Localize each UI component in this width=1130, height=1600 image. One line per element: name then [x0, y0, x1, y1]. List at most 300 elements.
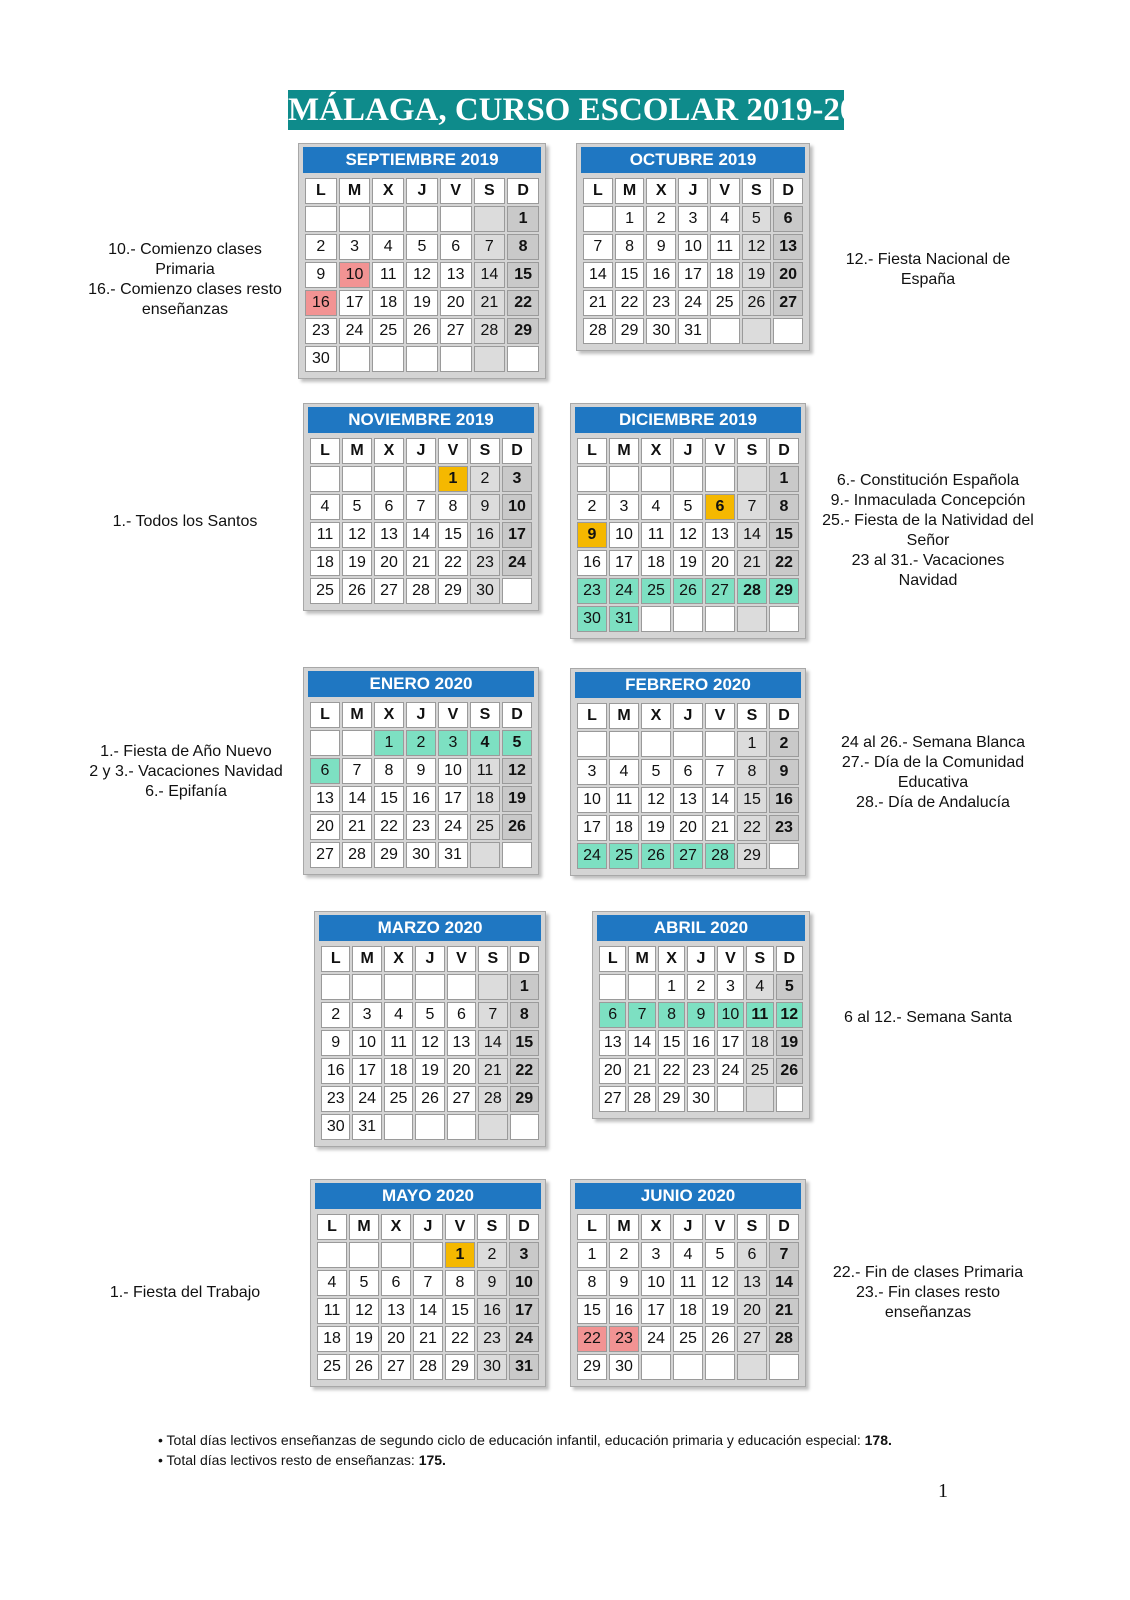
day-cell: 18	[372, 290, 404, 316]
month-title: ABRIL 2020	[597, 915, 805, 941]
day-cell: 7	[342, 758, 372, 784]
day-cell: 27	[440, 318, 472, 344]
day-cell: 8	[769, 494, 799, 520]
calendar-octubre	[576, 143, 810, 351]
day-cell: 7	[406, 494, 436, 520]
empty-cell	[742, 318, 772, 344]
day-cell: 2	[406, 730, 436, 756]
day-cell: 10	[609, 522, 639, 548]
note-line: enseñanzas	[884, 1304, 972, 1321]
weekday-header: L	[305, 178, 337, 204]
day-cell: 14	[406, 522, 436, 548]
day-cell: 8	[577, 1270, 607, 1296]
day-cell: 25	[746, 1058, 773, 1084]
day-cell: 1	[737, 731, 767, 757]
day-cell: 17	[641, 1298, 671, 1324]
note-septiembre	[80, 240, 290, 320]
empty-cell	[447, 1114, 476, 1140]
day-cell: 26	[349, 1354, 379, 1380]
day-cell: 1	[577, 1242, 607, 1268]
weekday-header: M	[342, 438, 372, 464]
day-cell: 13	[599, 1030, 626, 1056]
empty-cell	[641, 1354, 671, 1380]
day-cell: 2	[305, 234, 337, 260]
month-title: OCTUBRE 2019	[581, 147, 805, 173]
day-cell: 5	[673, 494, 703, 520]
weekday-header: S	[737, 438, 767, 464]
empty-cell	[737, 466, 767, 492]
empty-cell	[478, 974, 507, 1000]
day-cell: 29	[445, 1354, 475, 1380]
empty-cell	[413, 1242, 443, 1268]
empty-cell	[342, 730, 372, 756]
day-cell: 20	[737, 1298, 767, 1324]
day-cell: 11	[470, 758, 500, 784]
weekday-header: J	[406, 702, 436, 728]
note-junio	[815, 1263, 1041, 1323]
month-title: MAYO 2020	[315, 1183, 541, 1209]
day-cell: 22	[507, 290, 539, 316]
day-cell: 15	[658, 1030, 685, 1056]
weekday-header: S	[470, 438, 500, 464]
day-cell: 22	[438, 550, 468, 576]
day-cell: 10	[678, 234, 708, 260]
weekday-header: S	[742, 178, 772, 204]
month-title: ENERO 2020	[308, 671, 534, 697]
day-cell: 24	[678, 290, 708, 316]
day-cell: 22	[577, 1326, 607, 1352]
day-cell: 1	[615, 206, 645, 232]
day-cell: 14	[705, 787, 735, 813]
day-cell: 22	[374, 814, 404, 840]
day-cell: 24	[509, 1326, 539, 1352]
day-cell: 19	[502, 786, 532, 812]
day-cell: 5	[641, 759, 671, 785]
day-cell: 2	[687, 974, 714, 1000]
day-cell: 11	[310, 522, 340, 548]
day-cell: 13	[737, 1270, 767, 1296]
day-cell: 31	[609, 606, 639, 632]
day-cell: 27	[447, 1086, 476, 1112]
day-cell: 3	[352, 1002, 381, 1028]
day-cell: 30	[321, 1114, 350, 1140]
weekday-header: V	[438, 702, 468, 728]
empty-cell	[406, 466, 436, 492]
day-cell: 15	[769, 522, 799, 548]
day-cell: 25	[384, 1086, 413, 1112]
day-cell: 24	[502, 550, 532, 576]
day-cell: 23	[609, 1326, 639, 1352]
day-cell: 1	[658, 974, 685, 1000]
day-cell: 18	[710, 262, 740, 288]
note-line: 9.- Inmaculada Concepción	[830, 492, 1026, 509]
day-cell: 11	[384, 1030, 413, 1056]
note-line: 1.- Todos los Santos	[112, 513, 258, 530]
day-cell: 11	[673, 1270, 703, 1296]
note-line: 2 y 3.- Vacaciones Navidad	[89, 763, 283, 780]
month-title: DICIEMBRE 2019	[575, 407, 801, 433]
day-cell: 10	[509, 1270, 539, 1296]
weekday-header: J	[678, 178, 708, 204]
day-cell: 9	[687, 1002, 714, 1028]
day-cell: 17	[577, 815, 607, 841]
day-cell: 27	[374, 578, 404, 604]
weekday-header: M	[342, 702, 372, 728]
day-cell: 4	[641, 494, 671, 520]
day-cell: 1	[507, 206, 539, 232]
calendar-noviembre	[303, 403, 539, 611]
weekday-header: L	[310, 702, 340, 728]
weekday-header: M	[609, 703, 639, 729]
weekday-header: X	[641, 1214, 671, 1240]
day-cell: 28	[705, 843, 735, 869]
weekday-header: L	[577, 703, 607, 729]
empty-cell	[737, 1354, 767, 1380]
day-cell: 21	[583, 290, 613, 316]
day-cell: 3	[438, 730, 468, 756]
empty-cell	[717, 1086, 744, 1112]
weekday-header: L	[577, 1214, 607, 1240]
weekday-header: S	[474, 178, 506, 204]
empty-cell	[339, 346, 371, 372]
day-cell: 22	[737, 815, 767, 841]
month-title: SEPTIEMBRE 2019	[303, 147, 541, 173]
day-cell: 16	[609, 1298, 639, 1324]
day-cell: 18	[310, 550, 340, 576]
day-cell: 13	[310, 786, 340, 812]
weekday-header: J	[415, 946, 444, 972]
empty-cell	[609, 466, 639, 492]
day-cell: 29	[769, 578, 799, 604]
empty-cell	[673, 1354, 703, 1380]
empty-cell	[673, 466, 703, 492]
day-cell: 13	[705, 522, 735, 548]
day-cell: 6	[705, 494, 735, 520]
day-cell: 27	[310, 842, 340, 868]
day-cell: 7	[478, 1002, 507, 1028]
day-cell: 16	[646, 262, 676, 288]
day-cell: 19	[406, 290, 438, 316]
day-cell: 28	[474, 318, 506, 344]
empty-cell	[510, 1114, 539, 1140]
day-cell: 9	[305, 262, 337, 288]
day-cell: 1	[769, 466, 799, 492]
day-cell: 13	[447, 1030, 476, 1056]
day-cell: 6	[673, 759, 703, 785]
note-line: 23.- Fin clases resto	[855, 1284, 1001, 1301]
day-cell: 2	[470, 466, 500, 492]
day-cell: 7	[705, 759, 735, 785]
day-cell: 24	[339, 318, 371, 344]
day-cell: 28	[737, 578, 767, 604]
day-cell: 4	[673, 1242, 703, 1268]
empty-cell	[577, 466, 607, 492]
day-cell: 28	[769, 1326, 799, 1352]
day-cell: 28	[583, 318, 613, 344]
day-cell: 30	[470, 578, 500, 604]
day-cell: 24	[717, 1058, 744, 1084]
weekday-header: J	[413, 1214, 443, 1240]
weekday-header: S	[737, 703, 767, 729]
day-cell: 15	[507, 262, 539, 288]
empty-cell	[502, 842, 532, 868]
day-cell: 9	[577, 522, 607, 548]
weekday-header: D	[510, 946, 539, 972]
weekday-header: V	[705, 1214, 735, 1240]
day-cell: 20	[773, 262, 803, 288]
day-cell: 23	[687, 1058, 714, 1084]
day-cell: 18	[641, 550, 671, 576]
note-line: España	[900, 271, 956, 288]
day-cell: 6	[599, 1002, 626, 1028]
empty-cell	[349, 1242, 379, 1268]
day-cell: 23	[477, 1326, 507, 1352]
day-cell: 26	[705, 1326, 735, 1352]
day-cell: 19	[776, 1030, 803, 1056]
weekday-header: V	[705, 703, 735, 729]
day-cell: 2	[477, 1242, 507, 1268]
day-cell: 21	[705, 815, 735, 841]
day-cell: 17	[502, 522, 532, 548]
day-cell: 11	[609, 787, 639, 813]
day-cell: 27	[599, 1086, 626, 1112]
empty-cell	[769, 606, 799, 632]
day-cell: 4	[310, 494, 340, 520]
day-cell: 25	[372, 318, 404, 344]
day-cell: 16	[687, 1030, 714, 1056]
day-cell: 30	[609, 1354, 639, 1380]
day-cell: 12	[502, 758, 532, 784]
day-cell: 19	[342, 550, 372, 576]
day-cell: 4	[470, 730, 500, 756]
empty-cell	[577, 731, 607, 757]
day-cell: 24	[352, 1086, 381, 1112]
day-cell: 20	[599, 1058, 626, 1084]
weekday-header: X	[374, 438, 404, 464]
weekday-header: J	[406, 438, 436, 464]
weekday-header: D	[776, 946, 803, 972]
empty-cell	[415, 974, 444, 1000]
weekday-header: L	[321, 946, 350, 972]
empty-cell	[641, 731, 671, 757]
weekday-header: D	[773, 178, 803, 204]
empty-cell	[310, 730, 340, 756]
day-cell: 23	[406, 814, 436, 840]
day-cell: 5	[406, 234, 438, 260]
empty-cell	[339, 206, 371, 232]
note-line: 6.- Epifanía	[145, 783, 227, 800]
day-cell: 2	[577, 494, 607, 520]
day-cell: 15	[615, 262, 645, 288]
day-cell: 2	[769, 731, 799, 757]
day-cell: 13	[374, 522, 404, 548]
empty-cell	[705, 731, 735, 757]
day-cell: 30	[687, 1086, 714, 1112]
day-cell: 20	[440, 290, 472, 316]
day-cell: 6	[447, 1002, 476, 1028]
day-cell: 17	[609, 550, 639, 576]
empty-cell	[474, 346, 506, 372]
day-cell: 16	[477, 1298, 507, 1324]
empty-cell	[447, 974, 476, 1000]
note-line: Navidad	[898, 572, 958, 589]
weekday-header: M	[609, 1214, 639, 1240]
day-cell: 22	[769, 550, 799, 576]
weekday-header: S	[746, 946, 773, 972]
day-cell: 1	[445, 1242, 475, 1268]
month-title: JUNIO 2020	[575, 1183, 801, 1209]
day-cell: 19	[673, 550, 703, 576]
weekday-header: V	[445, 1214, 475, 1240]
weekday-header: V	[447, 946, 476, 972]
day-cell: 7	[474, 234, 506, 260]
day-cell: 8	[658, 1002, 685, 1028]
empty-cell	[310, 466, 340, 492]
weekday-header: M	[339, 178, 371, 204]
day-cell: 26	[406, 318, 438, 344]
note-line: Primaria	[155, 261, 215, 278]
day-cell: 11	[317, 1298, 347, 1324]
day-cell: 28	[406, 578, 436, 604]
day-cell: 16	[305, 290, 337, 316]
day-cell: 17	[717, 1030, 744, 1056]
day-cell: 27	[705, 578, 735, 604]
weekday-header: L	[317, 1214, 347, 1240]
empty-cell	[507, 346, 539, 372]
day-cell: 17	[438, 786, 468, 812]
day-cell: 25	[317, 1354, 347, 1380]
day-cell: 27	[773, 290, 803, 316]
day-cell: 25	[310, 578, 340, 604]
empty-cell	[710, 318, 740, 344]
day-cell: 20	[447, 1058, 476, 1084]
day-cell: 28	[628, 1086, 655, 1112]
day-cell: 6	[374, 494, 404, 520]
weekday-header: D	[769, 438, 799, 464]
empty-cell	[641, 606, 671, 632]
day-cell: 7	[628, 1002, 655, 1028]
weekday-header: D	[769, 703, 799, 729]
day-cell: 24	[641, 1326, 671, 1352]
weekday-header: J	[673, 438, 703, 464]
day-cell: 14	[413, 1298, 443, 1324]
footer-totals	[158, 1430, 892, 1470]
day-cell: 31	[438, 842, 468, 868]
day-cell: 3	[509, 1242, 539, 1268]
weekday-header: J	[673, 1214, 703, 1240]
note-diciembre	[812, 471, 1044, 591]
day-cell: 10	[438, 758, 468, 784]
day-cell: 10	[717, 1002, 744, 1028]
day-cell: 13	[673, 787, 703, 813]
day-cell: 21	[628, 1058, 655, 1084]
day-cell: 17	[509, 1298, 539, 1324]
day-cell: 25	[641, 578, 671, 604]
day-cell: 14	[342, 786, 372, 812]
day-cell: 23	[769, 815, 799, 841]
empty-cell	[406, 206, 438, 232]
note-line: enseñanzas	[141, 301, 229, 318]
weekday-header: J	[406, 178, 438, 204]
day-cell: 29	[658, 1086, 685, 1112]
day-cell: 18	[384, 1058, 413, 1084]
day-cell: 19	[641, 815, 671, 841]
day-cell: 11	[746, 1002, 773, 1028]
note-line: 6.- Constitución Española	[836, 472, 1020, 489]
day-cell: 4	[317, 1270, 347, 1296]
day-cell: 15	[577, 1298, 607, 1324]
day-cell: 21	[474, 290, 506, 316]
empty-cell	[769, 843, 799, 869]
day-cell: 5	[742, 206, 772, 232]
day-cell: 7	[737, 494, 767, 520]
day-cell: 3	[641, 1242, 671, 1268]
weekday-header: L	[599, 946, 626, 972]
weekday-header: X	[658, 946, 685, 972]
day-cell: 16	[406, 786, 436, 812]
day-cell: 11	[641, 522, 671, 548]
weekday-header: M	[349, 1214, 379, 1240]
weekday-header: D	[769, 1214, 799, 1240]
day-cell: 26	[415, 1086, 444, 1112]
empty-cell	[599, 974, 626, 1000]
day-cell: 21	[406, 550, 436, 576]
day-cell: 9	[477, 1270, 507, 1296]
day-cell: 10	[352, 1030, 381, 1056]
day-cell: 29	[510, 1086, 539, 1112]
day-cell: 16	[321, 1058, 350, 1084]
day-cell: 8	[510, 1002, 539, 1028]
note-line: 24 al 26.- Semana Blanca	[840, 734, 1026, 751]
page-title: MÁLAGA, CURSO ESCOLAR 2019-2020	[288, 92, 890, 128]
day-cell: 31	[509, 1354, 539, 1380]
day-cell: 27	[737, 1326, 767, 1352]
empty-cell	[609, 731, 639, 757]
empty-cell	[372, 206, 404, 232]
weekday-header: X	[374, 702, 404, 728]
page-number: 1	[938, 1480, 948, 1502]
calendar-diciembre	[570, 403, 806, 639]
day-cell: 31	[352, 1114, 381, 1140]
day-cell: 13	[440, 262, 472, 288]
weekday-header: D	[502, 702, 532, 728]
day-cell: 15	[510, 1030, 539, 1056]
note-mayo	[85, 1283, 285, 1303]
weekday-header: V	[710, 178, 740, 204]
weekday-header: V	[438, 438, 468, 464]
day-cell: 12	[742, 234, 772, 260]
weekday-header: V	[440, 178, 472, 204]
weekday-header: M	[352, 946, 381, 972]
day-cell: 3	[502, 466, 532, 492]
calendar-junio	[570, 1179, 806, 1387]
day-cell: 9	[609, 1270, 639, 1296]
day-cell: 22	[445, 1326, 475, 1352]
day-cell: 23	[321, 1086, 350, 1112]
day-cell: 12	[406, 262, 438, 288]
note-line: 12.- Fiesta Nacional de	[845, 251, 1011, 268]
day-cell: 20	[310, 814, 340, 840]
day-cell: 19	[742, 262, 772, 288]
day-cell: 20	[381, 1326, 411, 1352]
day-cell: 6	[310, 758, 340, 784]
weekday-header: L	[583, 178, 613, 204]
weekday-header: S	[477, 1214, 507, 1240]
day-cell: 31	[678, 318, 708, 344]
footer-line-2: • Total días lectivos resto de enseñanzas: 175.	[158, 1452, 446, 1468]
empty-cell	[773, 318, 803, 344]
weekday-header: V	[705, 438, 735, 464]
